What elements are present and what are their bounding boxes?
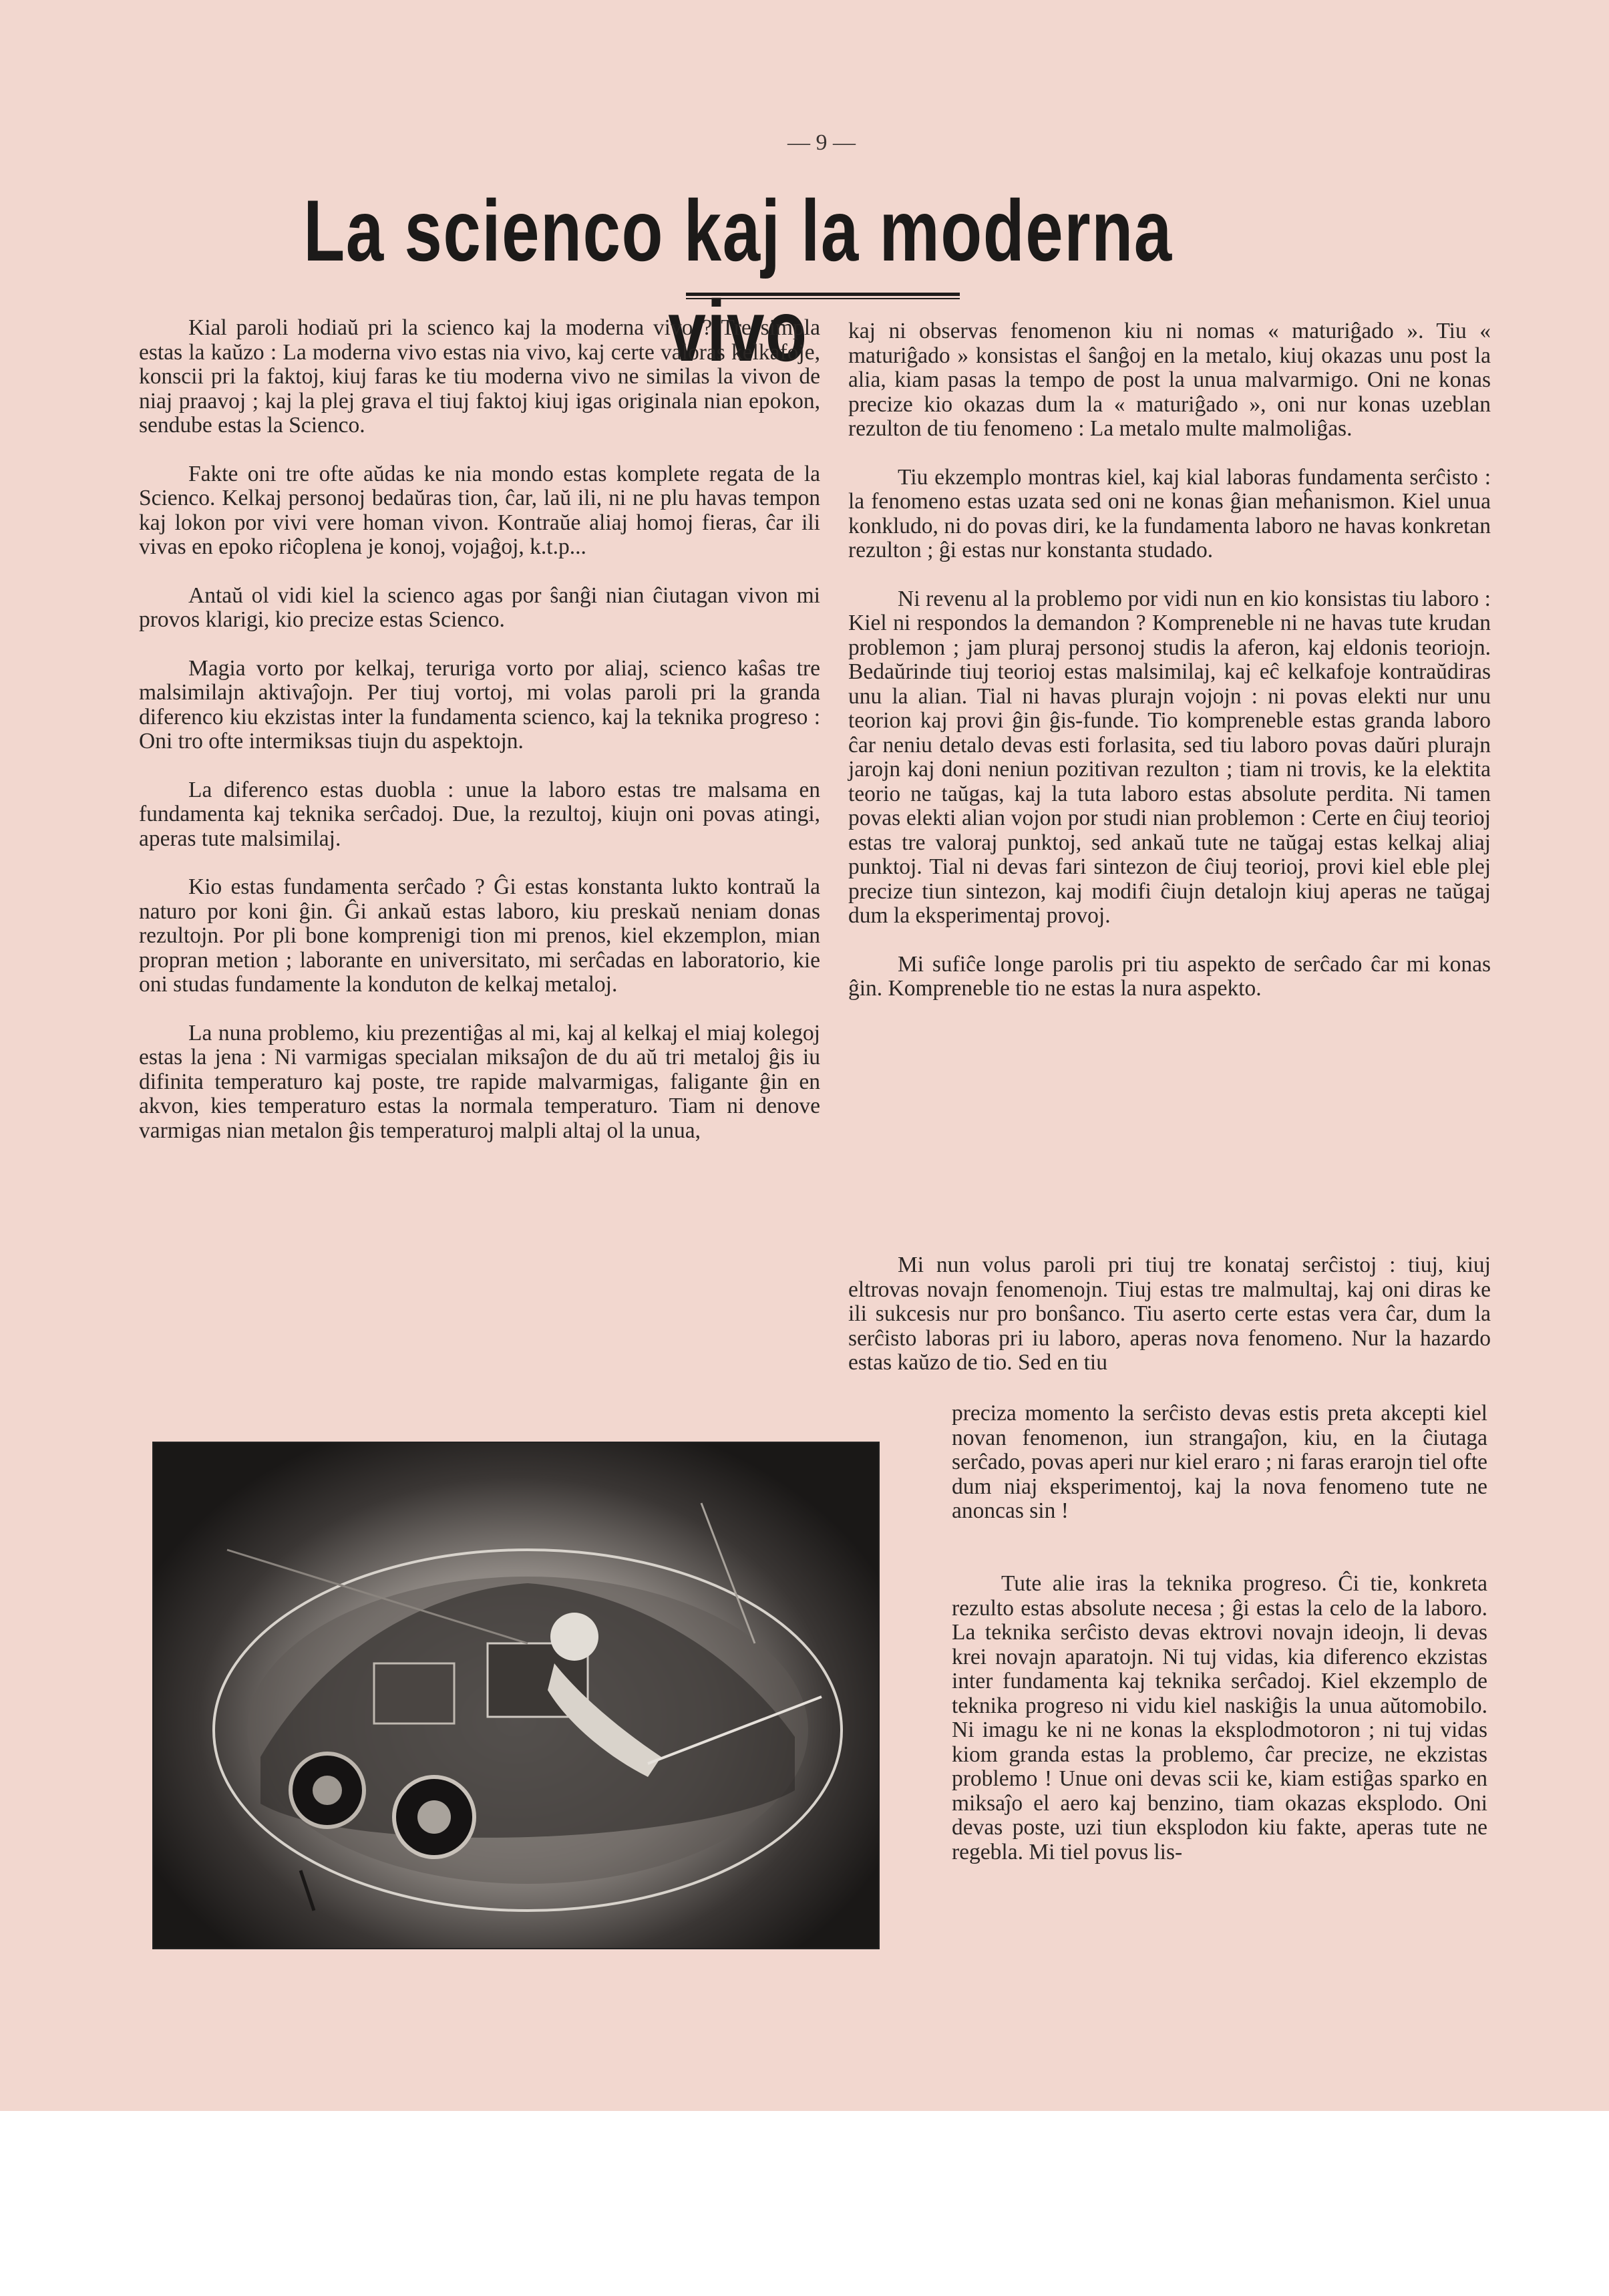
paragraph: Mi sufiĉe longe parolis pri tiu aspekto de serĉado ĉar mi konas ĝin. Kompreneble tio ne estas la nura aspekto. [848,951,1491,1001]
right-column-narrow [952,1402,1487,1548]
title-rule [686,293,960,299]
paragraph: La diferenco estas duobla : unue la laboro estas tre malsama en fundamenta kaj teknika serĉadoj. Due, la rezultoj, kiujn oni povas atingi, aperas tute malsimilaj. [139,777,820,851]
paragraph: Antaŭ ol vidi kiel la scienco agas por ŝanĝi nian ĉiutagan vivon mi provos klarigi, kio precize estas Scienco. [139,583,820,632]
paragraph: Tiu ekzemplo montras kiel, kaj kial laboras fundamenta serĉisto : la fenomeno estas uzata sed oni ne konas ĝian meĥanismon. Kiel unua konkludo, ni do povas diri, ke la fundamenta laboro ne havas konkretan rezulton ; ĝi estas nur konstanta studado. [848,464,1491,562]
photo-illustration [154,1443,878,1948]
paragraph: Ni revenu al la problemo por vidi nun en kio konsistas tiu laboro : Kiel ni respondos la demandon ? Kompreneble ni ne havas tute krudan problemon ; jam pluraj personoj studis la aferon, kaj eldonis teoriojn. Bedaŭrinde tiuj teorioj estas malsimilaj, kaj eĉ kelkafoje kontraŭdiras unu la alian. Tial ni havas plurajn vojojn : ni povas elekti nur unu teorion kaj provi ĝin ĝis-funde. Tio kompreneble estas granda laboro ĉar neniu detalo devas esti forlasita, sed tiu laboro povas daŭri plurajn jarojn kaj doni neniun pozitivan rezulton ; tiam ni trovis, ke la elektita teorio ne taŭgas, kaj la tuta laboro estas absolute perdita. Ni tamen povas elekti alian vojon por studi nian problemon : Certe en ĉiuj teorioj estas tre valoraj punktoj, sed ankaŭ tute ne taŭgaj estas kelkaj aliaj punktoj. Tial ni devas fari sintezon de ĉiuj teorioj, provi kiel eble plej precize tiun sintezon, kaj modifi ĉiujn detalojn kiuj aperas ne taŭgaj dum la eksperimentaj provoj. [848,586,1491,928]
paragraph: Magia vorto por kelkaj, teruriga vorto por aliaj, scienco kaŝas tre malsimilajn aktivaĵojn. Per tiuj vortoj, mi volas paroli pri la granda diferenco kiu ekzistas inter la fundamenta scienco, kaj la teknika progreso : Oni tro ofte intermiksas tiujn du aspektojn. [139,655,820,754]
paragraph: preciza momento la serĉisto devas estis preta akcepti kiel novan fenomenon, iun strangaĵon, kiu, en la ĉiutaga serĉado, povas aperi nur kiel eraro ; ni faras erarojn tiel ofte dum niaj eksperimentoj, kaj la nova fenomeno tute ne anoncas sin ! [952,1401,1487,1523]
page-number: — 9 — [787,130,856,155]
paragraph: Kial paroli hodiaŭ pri la scienco kaj la moderna vivo ? Tre simpla estas la kaŭzo : La moderna vivo estas nia vivo, kaj certe valoras kelkafoje, konscii pri la faktoj, kiuj faras ke tiu moderna vivo ne similas la vivon de niaj praavoj ; kaj la plej grava el tiuj faktoj kiuj igas originala nian epokon, sendube estas la Scienco. [139,315,820,438]
paragraph: Kio estas fundamenta serĉado ? Ĝi estas konstanta lukto kontraŭ la naturo por koni ĝin. Ĝi ankaŭ estas laboro, kiu preskaŭ neniam donas rezultojn. Por pli bone komprenigi tion mi prenos, kiel ekzemplon, mian propran metion ; laborante en universitato, mi serĉadas en laboratorio, kie oni studas fundamente la konduton de kelkaj metaloj. [139,874,820,997]
paragraph: Fakte oni tre ofte aŭdas ke nia mondo estas komplete regata de la Scienco. Kelkaj personoj bedaŭras tion, ĉar, laŭ ili, ni ne plu havas tempon kaj lokon por vivi vere homan vivon. Kontraŭe aliaj homoj fieras, ĉar ili vivas en epoko riĉoplena je konoj, vojaĝoj, k.t.p... [139,461,820,559]
right-column-bottom [952,1572,1487,1889]
article-title: La scienco kaj la moderna vivo [303,182,1173,379]
right-column-continued [848,1253,1491,1400]
article-photo [152,1442,880,1949]
paragraph: La nuna problemo, kiu prezentiĝas al mi, kaj al kelkaj el miaj kolegoj estas la jena : Ni varmigas specialan miksaĵon de du aŭ tri metaloj ĝis iu difinita temperaturo kaj poste, tre rapide malvarmigas, faligante ĝin en akvon, kies temperaturo estas la normala temperaturo. Tiam ni denove varmigas nian metalon ĝis temperaturoj malpli altaj ol la unua, [139,1020,820,1143]
left-column [139,316,820,1167]
paragraph: kaj ni observas fenomenon kiu ni nomas « maturiĝado ». Tiu « maturiĝado » konsistas el ŝanĝoj en la metalo, kiuj okazas unu post la alia, kiam pasas la tempo de post la unua malvarmigo. Oni ne konas precize kio okazas dum la « maturiĝado », oni nur konas uzeblan rezulton de tiu fenomeno : La metalo multe malmoliĝas. [848,319,1491,441]
paragraph: Tute alie iras la teknika progreso. Ĉi tie, konkreta rezulto estas absolute necesa ; ĝi estas la celo de la laboro. La teknika serĉisto devas ektrovi novajn ideojn, li devas krei novajn aparatojn. Ni tuj vidas, kia diferenco ekzistas inter fundamenta kaj teknika serĉadoj. Kiel ekzemplo de teknika progreso ni vidu kiel naskiĝis la unua aŭtomobilo. Ni imagu ke ni ne konas la eksplodmotoron ; ni tuj vidas kiom granda estas la problemo, ĉar precize, ne ekzistas problemo ! Unue oni devas scii ke, kiam estiĝas sparko en miksaĵo el aero kaj benzino, tiam okazas eksplodo. Oni devas poste, uzi tiun eksplodon kiu fakte, aperas tute ne regebla. Mi tiel povus lis- [952,1571,1487,1864]
paragraph: Mi nun volus paroli pri tiuj tre konataj serĉistoj : tiuj, kiuj eltrovas novajn fenomenojn. Tiuj estas tre malmultaj, kaj oni diras ke ili sukcesis nur pro bonŝanco. Tiu aserto certe estas vera ĉar, dum la serĉisto laboras pri iu laboro, aperas nova fenomeno. Nur la hazardo estas kaŭzo de tio. Sed en tiu [848,1253,1491,1375]
right-column [848,319,1491,1025]
